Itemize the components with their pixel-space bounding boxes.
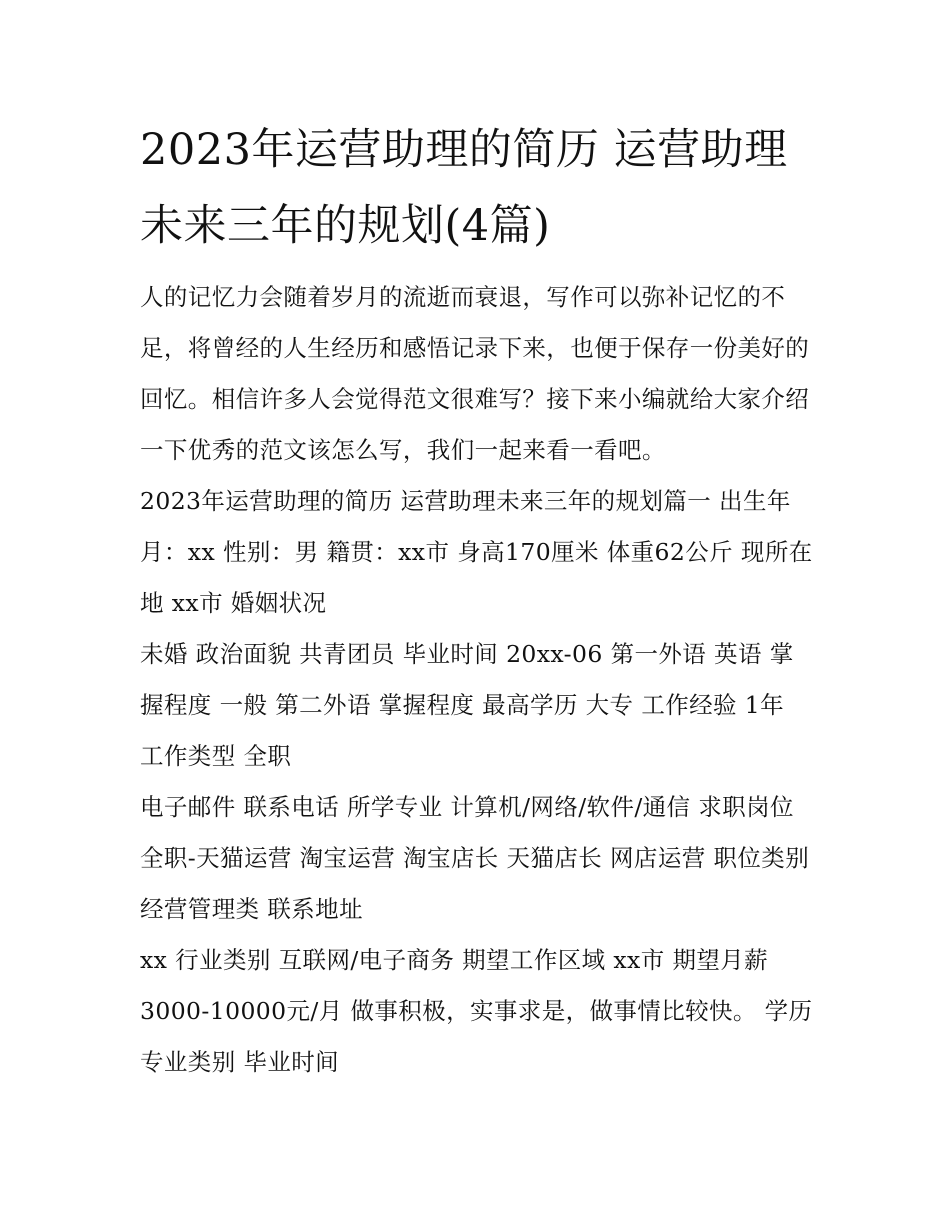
paragraph-contact-position: 电子邮件 联系电话 所学专业 计算机/网络/软件/通信 求职岗位 全职-天猫运营 淘宝运营 淘宝店长 天猫店长 网店运营 职位类别 经营管理类 联系地址 bbox=[140, 793, 810, 923]
paragraph-industry-salary: xx 行业类别 互联网/电子商务 期望工作区域 xx市 期望月薪 3000-10000元/月 做事积极，实事求是，做事情比较快。 学历 专业类别 毕业时间 bbox=[140, 946, 813, 1076]
paragraph-personal-info: 2023年运营助理的简历 运营助理未来三年的规划篇一 出生年月：xx 性别：男 籍贯：xx市 身高170厘米 体重62公斤 现所在地 xx市 婚姻状况 bbox=[140, 487, 813, 617]
document-body bbox=[140, 112, 815, 1088]
paragraph-intro: 人的记忆力会随着岁月的流逝而衰退，写作可以弥补记忆的不足，将曾经的人生经历和感悟记录下来，也便于保存一份美好的回忆。相信许多人会觉得范文很难写？接下来小编就给大家介绍一下优秀的范文该怎么写，我们一起来看一看吧。 bbox=[140, 283, 810, 464]
document-title: 2023年运营助理的简历 运营助理未来三年的规划(4篇) bbox=[140, 125, 788, 251]
paragraph-education-languages: 未婚 政治面貌 共青团员 毕业时间 20xx-06 第一外语 英语 掌握程度 一般 第二外语 掌握程度 最高学历 大专 工作经验 1年 工作类型 全职 bbox=[140, 640, 794, 770]
